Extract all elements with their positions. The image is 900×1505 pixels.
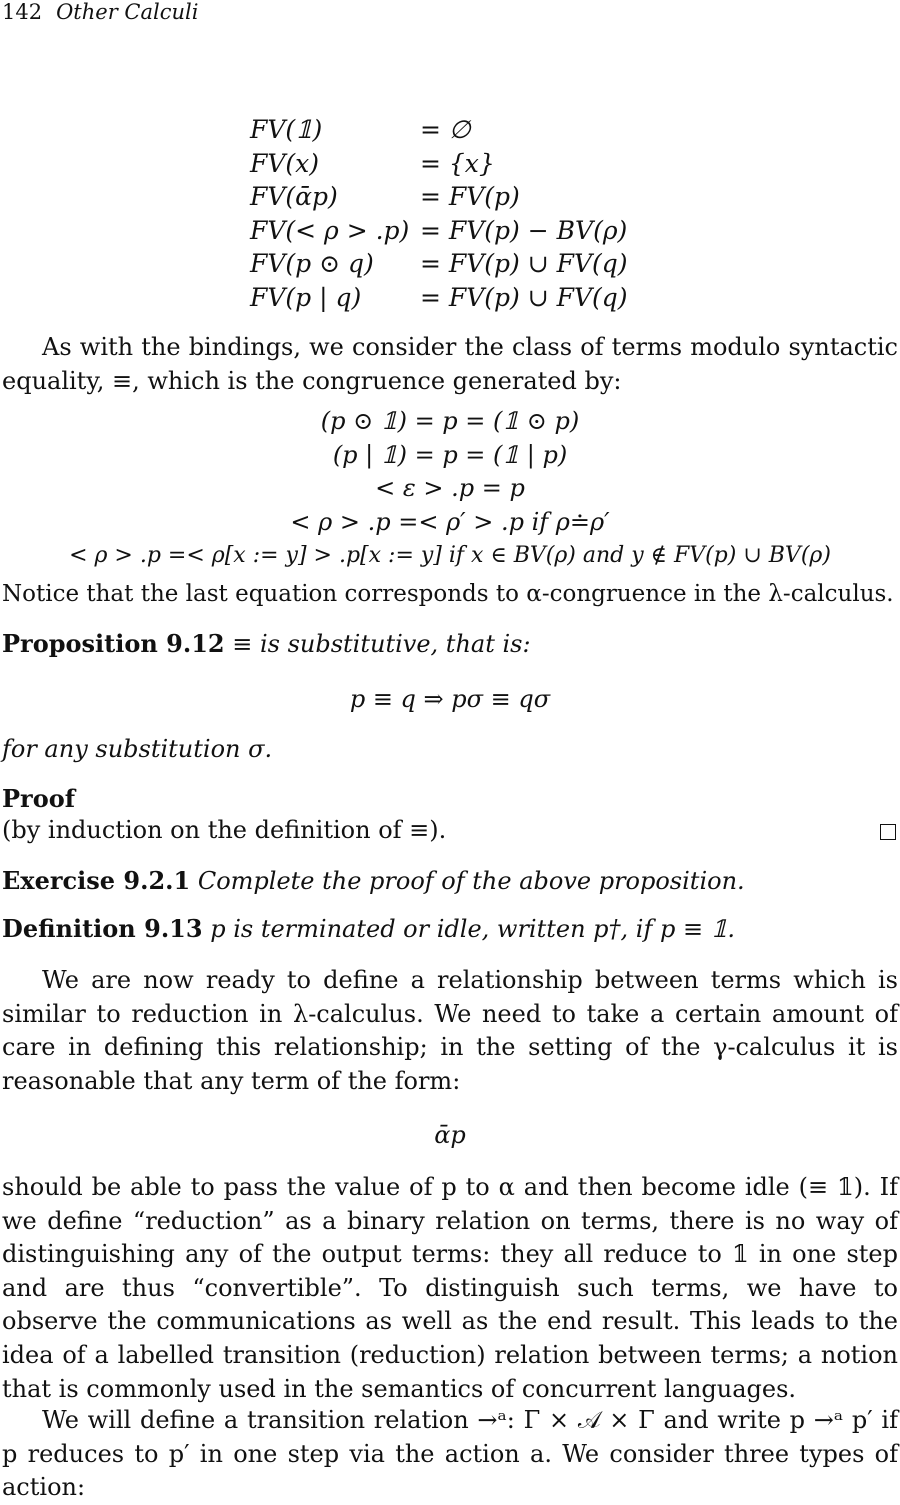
proposition-label: Proposition 9.12 [2, 629, 225, 658]
fv-row [250, 180, 690, 214]
page-number: 142 [2, 0, 43, 24]
paragraph-transition: We will define a transition relation →ᵃ: Γ × 𝒜 × Γ and write p →ᵃ p′ if p reduces to p′ in one step via the action a. We consider three types of action: [2, 1406, 898, 1502]
fv-lhs: FV(x) [250, 148, 320, 178]
proposition-formula: p ≡ q ⇒ pσ ≡ qσ [349, 685, 551, 713]
exercise-text: Complete the proof of the above proposition. [190, 867, 745, 895]
fv-row [250, 214, 690, 248]
form-formula: ᾱp [434, 1121, 466, 1149]
running-title: Other Calculi [56, 0, 199, 24]
paragraph-congruence: As with the bindings, we consider the class of terms modulo syntactic equality, ≡, which is the congruence generated by: [2, 333, 898, 395]
equation: < ρ > .p =< ρ′ > .p if ρ≐ρ′ [290, 507, 610, 536]
notice-text: Notice that the last equation corresponds to α-congruence in the λ-calculus. [2, 581, 894, 607]
exercise [2, 866, 745, 895]
fv-rhs: = {x} [420, 148, 495, 178]
paragraph-should: should be able to pass the value of p to α and then become idle (≡ 𝟙). If we define “reduction” as a binary relation on terms, there is no way of distinguishing any of the output terms: they all reduce to 𝟙 in one step and are thus “convertible”. To distinguish such terms, we have to observe the communications as well as the end result. This leads to the idea of a labelled transition (reduction) relation between terms; a notion that is commonly used in the semantics of concurrent languages. [2, 1173, 898, 1403]
fv-row [250, 147, 690, 181]
running-header [2, 0, 198, 24]
fv-rhs: = FV(p) ∪ FV(q) [420, 249, 628, 278]
fv-row [250, 113, 690, 147]
equation: < ε > .p = p [375, 474, 525, 502]
equation: (p | 𝟙) = p = (𝟙 | p) [332, 440, 568, 469]
fv-lhs: FV(ᾱp) [250, 182, 338, 211]
fv-lhs: FV(𝟙) [250, 115, 323, 144]
proposition-tail: for any substitution σ. [2, 735, 273, 763]
exercise-label: Exercise 9.2.1 [2, 866, 191, 895]
fv-rhs: = FV(p) [420, 182, 520, 211]
fv-lhs: FV(< ρ > .p) [250, 215, 410, 245]
qed-box-icon [880, 824, 896, 840]
definition-text: p is terminated or idle, written p†, if p ≡ 𝟙. [202, 915, 736, 943]
proposition [2, 629, 531, 658]
paragraph-ready: We are now ready to define a relationship between terms which is similar to reduction in λ-calculus. We need to take a certain amount of care in defining this relationship; in the setting of the γ-calculus it is reasonable that any term of the form: [2, 966, 898, 1095]
fv-row [250, 247, 690, 281]
proof-label: Proof [2, 784, 76, 813]
fv-definition-block [250, 113, 690, 314]
equation: (p ⊙ 𝟙) = p = (𝟙 ⊙ p) [320, 407, 580, 435]
fv-lhs: FV(p | q) [250, 282, 362, 312]
definition-label: Definition 9.13 [2, 914, 203, 943]
fv-row [250, 281, 690, 315]
proposition-text: ≡ is substitutive, that is: [224, 630, 531, 658]
fv-rhs: = FV(p) − BV(ρ) [420, 215, 628, 245]
fv-rhs: = FV(p) ∪ FV(q) [420, 282, 628, 312]
equation: < ρ > .p =< ρ[x := y] > .p[x := y] if x ∈ BV(ρ) and y ∉ FV(p) ∪ BV(ρ) [69, 543, 831, 568]
proof-text: (by induction on the definition of ≡). [2, 816, 447, 844]
congruence-equations [0, 405, 900, 573]
fv-lhs: FV(p ⊙ q) [250, 249, 374, 278]
fv-rhs: = ∅ [420, 115, 471, 144]
definition [2, 914, 735, 943]
